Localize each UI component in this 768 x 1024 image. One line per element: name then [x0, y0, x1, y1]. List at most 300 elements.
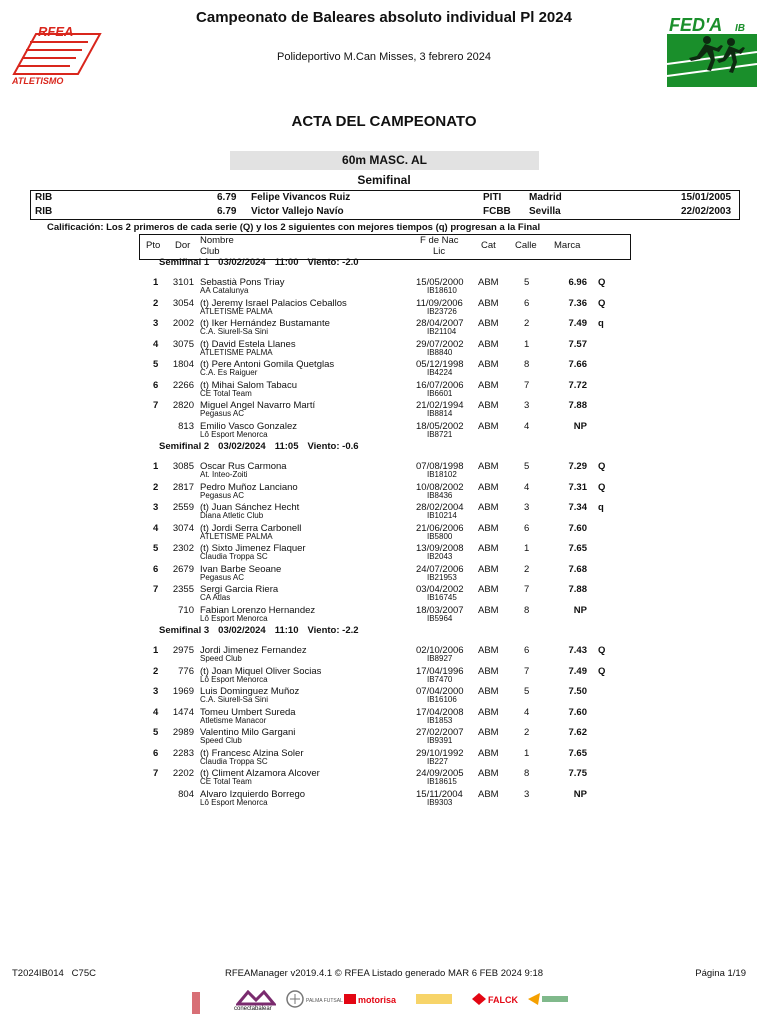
- place: 7: [153, 584, 159, 595]
- athlete-club: Claudia Troppa SC: [200, 552, 268, 561]
- birth-date: 18/03/2007: [416, 604, 464, 616]
- record-date: 15/01/2005: [681, 192, 732, 203]
- birth-date: 05/12/1998: [416, 359, 464, 370]
- license: IB18610: [427, 286, 457, 295]
- birth-date: 21/02/1994: [416, 400, 464, 411]
- category: ABM: [478, 400, 499, 411]
- bib: 3085: [172, 461, 194, 472]
- place: 3: [153, 502, 159, 513]
- heat-label: Semifinal 1: [159, 257, 210, 268]
- category: ABM: [478, 502, 499, 513]
- bib: 813: [178, 420, 194, 432]
- table-row: [0, 727, 768, 747]
- birth-date: 11/09/2006: [416, 297, 463, 309]
- place: 6: [153, 379, 159, 391]
- record-date: 22/02/2003: [681, 206, 732, 217]
- athlete-club: At. Inteo-Zoiti: [200, 470, 248, 479]
- athlete-name: Alvaro Izquierdo Borrego: [200, 788, 306, 800]
- birth-date: 02/10/2006: [416, 645, 464, 656]
- qualifier-flag: q: [598, 318, 604, 329]
- lane: 8: [524, 768, 530, 779]
- heat-wind: Viento: -2.0: [307, 257, 359, 268]
- birth-date: 28/04/2007: [416, 318, 464, 329]
- athlete-club: Speed Club: [200, 736, 242, 745]
- athlete-club: Atletisme Manacor: [200, 715, 267, 725]
- license: IB10214: [427, 511, 457, 520]
- svg-text:ATLETISMO: ATLETISMO: [12, 76, 64, 86]
- col-nombre: Nombre: [200, 235, 234, 246]
- category: ABM: [478, 706, 499, 718]
- license: IB227: [427, 756, 448, 766]
- athlete-club: C.A. Siurell-Sa Sini: [200, 695, 269, 704]
- category: ABM: [478, 727, 499, 738]
- record-club: FCBB: [483, 206, 511, 217]
- heat-wind: Viento: -0.6: [307, 441, 359, 452]
- category: ABM: [478, 481, 499, 493]
- place: 4: [153, 522, 159, 534]
- lane: 7: [524, 665, 530, 677]
- mark: 7.57: [568, 338, 587, 350]
- bib: 2266: [172, 379, 194, 391]
- category: ABM: [478, 338, 499, 350]
- bib: 1969: [172, 686, 194, 697]
- license: IB5800: [427, 531, 453, 541]
- license: IB8436: [427, 490, 453, 500]
- heat-wind: Viento: -2.2: [307, 625, 359, 636]
- bib: 1804: [172, 359, 194, 370]
- athlete-club: Diana Atletic Club: [200, 511, 264, 520]
- sponsor-logo-icon: [526, 991, 570, 1007]
- category: ABM: [478, 420, 499, 432]
- category: ABM: [478, 768, 499, 779]
- birth-date: 13/09/2008: [416, 543, 464, 554]
- mark: 6.96: [568, 277, 587, 288]
- category: ABM: [478, 318, 499, 329]
- place: 1: [153, 461, 159, 472]
- license: IB8840: [427, 347, 453, 357]
- category: ABM: [478, 665, 499, 677]
- table-row: [0, 605, 768, 625]
- category: ABM: [478, 379, 499, 391]
- athlete-name: (t) Pere Antoni Gomila Quetglas: [200, 359, 335, 370]
- athlete-club: CA Atlas: [200, 593, 231, 602]
- bib: 2817: [172, 481, 194, 493]
- mark: 7.72: [568, 379, 587, 391]
- athlete-club: CE Total Team: [200, 777, 252, 786]
- lane: 3: [524, 400, 530, 411]
- license: IB8721: [427, 429, 453, 439]
- qualifier-flag: q: [598, 502, 604, 513]
- table-row: [0, 482, 768, 502]
- athlete-name: Sergi Garcia Riera: [200, 584, 279, 595]
- motorisa-logo-icon: [344, 994, 356, 1004]
- bib: 3074: [172, 522, 194, 534]
- table-row: [0, 421, 768, 441]
- athlete-name: (t) Sixto Jimenez Flaquer: [200, 543, 306, 554]
- heat-title: [159, 257, 368, 268]
- bib: 3054: [172, 297, 194, 309]
- bib: 2820: [172, 400, 194, 411]
- sponsor-palma-futsal: PALMA FUTSAL: [306, 998, 343, 1004]
- athlete-name: (t) Jordi Serra Carbonell: [200, 522, 302, 534]
- col-fnac: F de Nac: [420, 235, 459, 246]
- record-holder: Felipe Vivancos Ruiz: [251, 192, 351, 203]
- sponsor-bar: [190, 988, 570, 1018]
- athlete-club: Lô Esport Menorca: [200, 797, 268, 807]
- license: IB1853: [427, 715, 453, 725]
- category: ABM: [478, 543, 499, 554]
- athlete-club: Lô Esport Menorca: [200, 613, 268, 623]
- lane: 5: [524, 461, 530, 472]
- falck-logo-icon: [472, 993, 486, 1005]
- birth-date: 16/07/2006: [416, 379, 464, 391]
- category: ABM: [478, 686, 499, 697]
- col-pto: Pto: [146, 240, 161, 251]
- place: 3: [153, 686, 159, 697]
- table-row: [0, 380, 768, 400]
- table-row: [0, 339, 768, 359]
- heat-title: [159, 441, 368, 452]
- athlete-name: Pedro Muñoz Lanciano: [200, 481, 298, 493]
- place: 7: [153, 768, 159, 779]
- heat-title: [159, 625, 368, 636]
- lane: 4: [524, 481, 530, 493]
- col-cat: Cat: [481, 240, 496, 251]
- mark: 7.29: [568, 461, 587, 472]
- record-mark: 6.79: [217, 192, 237, 203]
- athlete-name: Sebastià Pons Triay: [200, 277, 285, 288]
- athlete-name: Miguel Angel Navarro Martí: [200, 400, 316, 411]
- mark: 7.50: [568, 686, 587, 697]
- category: ABM: [478, 584, 499, 595]
- govern-logo-icon: [190, 992, 202, 1014]
- license: IB16745: [427, 593, 457, 602]
- category: ABM: [478, 604, 499, 616]
- athlete-name: Ivan Barbe Seoane: [200, 563, 282, 575]
- bib: 2975: [172, 645, 194, 656]
- qualifier-flag: Q: [598, 297, 606, 309]
- place: 7: [153, 400, 159, 411]
- category: ABM: [478, 645, 499, 656]
- place: 6: [153, 563, 159, 575]
- birth-date: 17/04/2008: [416, 706, 464, 718]
- athlete-club: Pegasus AC: [200, 572, 245, 582]
- license: IB8927: [427, 654, 453, 663]
- bib: 1474: [172, 706, 194, 718]
- page-title: Campeonato de Baleares absoluto individual Pl 2024: [196, 9, 572, 26]
- col-club: Club: [200, 246, 220, 257]
- qualifier-flag: Q: [598, 277, 606, 288]
- license: IB4224: [427, 368, 453, 377]
- lane: 6: [524, 645, 530, 656]
- lane: 5: [524, 277, 530, 288]
- athlete-name: Valentino Milo Gargani: [200, 727, 296, 738]
- sponsor-conectabalear: conectabalear: [234, 1006, 272, 1012]
- birth-date: 07/08/1998: [416, 461, 464, 472]
- qualification-note: Calificación: Los 2 primeros de cada serie (Q) y los 2 siguientes con mejores tiempos (q) progresan a la Final: [47, 222, 541, 233]
- mark: 7.49: [568, 665, 587, 677]
- heat-time: 11:00: [274, 257, 299, 268]
- lane: 5: [524, 686, 530, 697]
- athlete-name: Fabian Lorenzo Hernandez: [200, 604, 316, 616]
- place: 2: [153, 297, 159, 309]
- license: IB6601: [427, 388, 453, 398]
- page-number: Página 1/19: [695, 968, 746, 979]
- qualifier-flag: Q: [598, 645, 606, 656]
- lane: 4: [524, 420, 530, 432]
- mark: NP: [573, 420, 587, 432]
- sponsor-brand-logo-icon: [416, 992, 452, 1006]
- category: ABM: [478, 747, 499, 759]
- category: ABM: [478, 359, 499, 370]
- heat-date: 03/02/2024: [218, 257, 266, 268]
- table-row: [0, 707, 768, 727]
- birth-date: 24/07/2006: [416, 563, 464, 575]
- heat-time: 11:10: [274, 625, 299, 636]
- lane: 2: [524, 727, 530, 738]
- birth-date: 17/04/1996: [416, 665, 464, 677]
- license: IB23726: [427, 306, 457, 316]
- athlete-name: Tomeu Umbert Sureda: [200, 706, 296, 718]
- bib: 2559: [172, 502, 194, 513]
- lane: 8: [524, 359, 530, 370]
- athlete-club: Pegasus AC: [200, 409, 245, 418]
- category: ABM: [478, 277, 499, 288]
- mark: NP: [573, 604, 587, 616]
- footer-generator: RFEAManager v2019.4.1 © RFEA Listado generado MAR 6 FEB 2024 9:18: [224, 968, 544, 979]
- license: IB18615: [427, 777, 457, 786]
- qualifier-flag: Q: [598, 665, 606, 677]
- svg-text:RFEA: RFEA: [38, 24, 74, 39]
- table-row: [0, 645, 768, 665]
- athlete-name: (t) Juan Sánchez Hecht: [200, 502, 300, 513]
- lane: 1: [524, 747, 530, 759]
- mark: 7.65: [568, 543, 587, 554]
- category: ABM: [478, 788, 499, 800]
- birth-date: 03/04/2002: [416, 584, 464, 595]
- athlete-club: Pegasus AC: [200, 490, 245, 500]
- athlete-club: C.A. Es Raiguer: [200, 368, 258, 377]
- athlete-club: Lô Esport Menorca: [200, 674, 268, 684]
- license: IB9391: [427, 736, 453, 745]
- lane: 3: [524, 788, 530, 800]
- record-holder: Victor Vallejo Navío: [251, 206, 344, 217]
- bib: 804: [178, 788, 194, 800]
- bib: 776: [178, 665, 194, 677]
- mark: 7.65: [568, 747, 587, 759]
- bib: 2283: [172, 747, 194, 759]
- birth-date: 15/05/2000: [416, 277, 464, 288]
- bib: 2679: [172, 563, 194, 575]
- athlete-name: (t) Iker Hernández Bustamante: [200, 318, 330, 329]
- lane: 1: [524, 543, 530, 554]
- athlete-club: Lô Esport Menorca: [200, 429, 268, 439]
- license: IB7470: [427, 674, 453, 684]
- table-row: [0, 789, 768, 809]
- birth-date: 29/10/1992: [416, 747, 464, 759]
- acta-title: ACTA DEL CAMPEONATO: [291, 113, 477, 130]
- record-place: Madrid: [529, 192, 562, 203]
- birth-date: 15/11/2004: [416, 788, 463, 800]
- record-place: Sevilla: [529, 206, 561, 217]
- table-row: [0, 666, 768, 686]
- sponsor-falck: FALCK: [488, 995, 518, 1005]
- bib: 2989: [172, 727, 194, 738]
- table-row: [0, 461, 768, 481]
- record-row: [31, 191, 739, 205]
- conectabalear-logo-icon: [236, 990, 276, 1006]
- mark: 7.88: [568, 400, 587, 411]
- place: 4: [153, 706, 159, 718]
- lane: 3: [524, 502, 530, 513]
- mark: 7.60: [568, 706, 587, 718]
- record-mark: 6.79: [217, 206, 237, 217]
- heat-label: Semifinal 2: [159, 441, 210, 452]
- bib: 710: [178, 604, 194, 616]
- futsal-logo-icon: [286, 990, 304, 1008]
- sponsor-motorisa: motorisa: [358, 995, 397, 1005]
- table-row: [0, 543, 768, 563]
- table-row: [0, 748, 768, 768]
- table-row: [0, 523, 768, 543]
- mark: 7.36: [568, 297, 587, 309]
- col-calle: Calle: [515, 240, 537, 251]
- mark: 7.34: [568, 502, 587, 513]
- heat-date: 03/02/2024: [218, 441, 266, 452]
- birth-date: 29/07/2002: [416, 338, 464, 350]
- license: IB8814: [427, 409, 453, 418]
- mark: 7.60: [568, 522, 587, 534]
- bib: 2202: [172, 768, 194, 779]
- place: 5: [153, 727, 159, 738]
- bib: 3101: [172, 277, 194, 288]
- mark: 7.43: [568, 645, 587, 656]
- lane: 6: [524, 297, 530, 309]
- mark: 7.62: [568, 727, 587, 738]
- record-club: PITI: [483, 192, 502, 203]
- col-dor: Dor: [175, 240, 191, 251]
- mark: 7.66: [568, 359, 587, 370]
- table-row: [0, 502, 768, 522]
- lane: 8: [524, 604, 530, 616]
- mark: NP: [573, 788, 587, 800]
- table-row: [0, 564, 768, 584]
- athlete-club: ATLETISME PALMA: [200, 306, 273, 316]
- athlete-club: ATLETISME PALMA: [200, 347, 273, 357]
- table-row: [0, 400, 768, 420]
- place: 1: [153, 277, 159, 288]
- col-marca: Marca: [554, 240, 581, 251]
- license: IB5964: [427, 613, 453, 623]
- bib: 3075: [172, 338, 194, 350]
- athlete-name: (t) Mihai Salom Tabacu: [200, 379, 297, 391]
- birth-date: 28/02/2004: [416, 502, 464, 513]
- mark: 7.31: [568, 481, 587, 493]
- athlete-name: (t) David Estela Llanes: [200, 338, 296, 350]
- place: 1: [153, 645, 159, 656]
- event-title: 60m MASC. AL: [230, 151, 539, 170]
- lane: 2: [524, 563, 530, 575]
- license: IB21104: [427, 327, 457, 336]
- athlete-name: (t) Joan Miquel Oliver Socias: [200, 665, 322, 677]
- heat-time: 11:05: [274, 441, 299, 452]
- birth-date: 07/04/2000: [416, 686, 464, 697]
- table-row: [0, 277, 768, 297]
- birth-date: 10/08/2002: [416, 481, 464, 493]
- athlete-name: Emilio Vasco Gonzalez: [200, 420, 297, 432]
- birth-date: 24/09/2005: [416, 768, 464, 779]
- table-row: [0, 318, 768, 338]
- lane: 1: [524, 338, 530, 350]
- athlete-name: Jordi Jimenez Fernandez: [200, 645, 307, 656]
- lane: 4: [524, 706, 530, 718]
- athlete-club: Speed Club: [200, 654, 242, 663]
- license: IB2043: [427, 552, 453, 561]
- heat-date: 03/02/2024: [218, 625, 266, 636]
- svg-text:FED'A: FED'A: [669, 15, 723, 35]
- license: IB9303: [427, 797, 453, 807]
- qualifier-flag: Q: [598, 481, 606, 493]
- place: 5: [153, 543, 159, 554]
- heat-label: Semifinal 3: [159, 625, 210, 636]
- athlete-name: Oscar Rus Carmona: [200, 461, 287, 472]
- record-row: [31, 205, 739, 219]
- lane: 2: [524, 318, 530, 329]
- place: 6: [153, 747, 159, 759]
- records-box: [30, 190, 740, 220]
- mark: 7.75: [568, 768, 587, 779]
- lane: 7: [524, 584, 530, 595]
- athlete-club: ATLETISME PALMA: [200, 531, 273, 541]
- athlete-name: (t) Francesc Alzina Soler: [200, 747, 304, 759]
- category: ABM: [478, 563, 499, 575]
- athlete-name: (t) Jeremy Israel Palacios Ceballos: [200, 297, 347, 309]
- license: IB18102: [427, 470, 457, 479]
- svg-text:IB: IB: [735, 23, 745, 34]
- lane: 6: [524, 522, 530, 534]
- athlete-club: AA Catalunya: [200, 286, 249, 295]
- license: IB21953: [427, 572, 457, 582]
- table-row: [0, 584, 768, 604]
- record-type: RIB: [35, 192, 53, 203]
- mark: 7.49: [568, 318, 587, 329]
- birth-date: 27/02/2007: [416, 727, 464, 738]
- place: 2: [153, 665, 159, 677]
- round-title: Semifinal: [357, 173, 411, 187]
- venue-date: Polideportivo M.Can Misses, 3 febrero 2024: [277, 51, 491, 63]
- athlete-name: (t) Climent Alzamora Alcover: [200, 768, 320, 779]
- athlete-club: C.A. Siurell-Sa Sini: [200, 327, 269, 336]
- col-lic: Lic: [433, 246, 446, 257]
- record-type: RIB: [35, 206, 53, 217]
- table-row: [0, 359, 768, 379]
- qualifier-flag: Q: [598, 461, 606, 472]
- table-row: [0, 686, 768, 706]
- athlete-name: Luis Dominguez Muñoz: [200, 686, 300, 697]
- mark: 7.88: [568, 584, 587, 595]
- table-row: [0, 768, 768, 788]
- athlete-club: CE Total Team: [200, 388, 252, 398]
- category: ABM: [478, 522, 499, 534]
- place: 3: [153, 318, 159, 329]
- lane: 7: [524, 379, 530, 391]
- footer-code: T2024IB014 C75C: [12, 968, 96, 979]
- bib: 2002: [172, 318, 194, 329]
- place: 5: [153, 359, 159, 370]
- birth-date: 18/05/2002: [416, 420, 464, 432]
- table-row: [0, 298, 768, 318]
- bib: 2302: [172, 543, 194, 554]
